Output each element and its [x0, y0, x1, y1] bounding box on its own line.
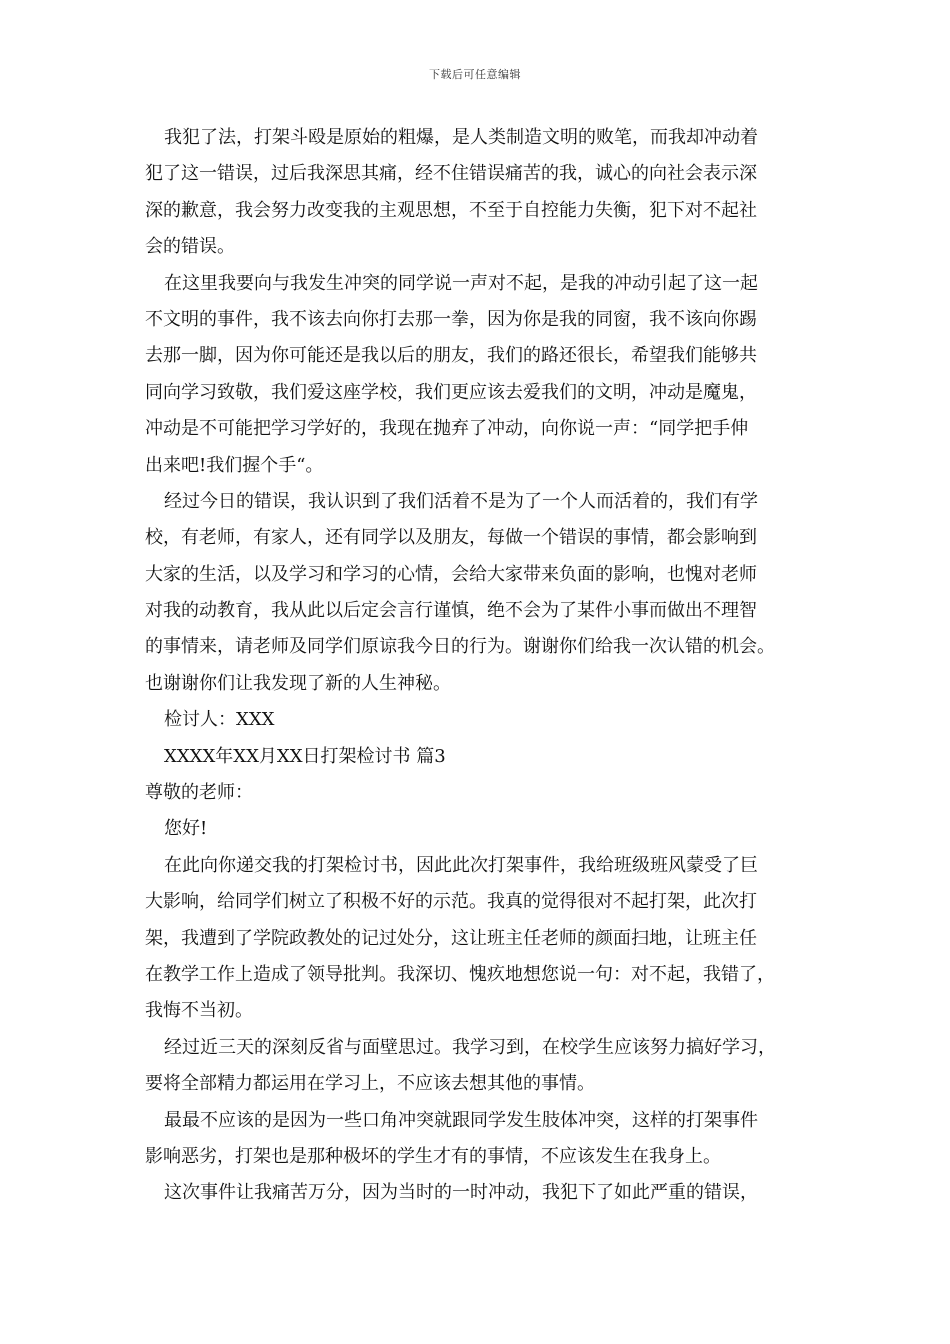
salutation: 尊敬的老师：: [145, 782, 253, 804]
text-line: 这次事件让我痛苦万分，因为当时的一时冲动，我犯下了如此严重的错误，: [164, 1182, 758, 1204]
text-line: 同向学习致敬，我们爱这座学校，我们更应该去爱我们的文明，冲动是魔鬼，: [145, 381, 757, 403]
text-line: 犯了这一错误，过后我深思其痛，经不住错误痛苦的我，诚心的向社会表示深: [145, 163, 757, 185]
text-line: 去那一脚，因为你可能还是我以后的朋友，我们的路还很长，希望我们能够共: [145, 345, 757, 367]
text-line: 在这里我要向与我发生冲突的同学说一声对不起，是我的冲动引起了这一起: [164, 272, 758, 294]
text-line: 经过今日的错误，我认识到了我们活着不是为了一个人而活着的，我们有学: [164, 490, 758, 512]
text-line: 我悔不当初。: [145, 1000, 253, 1022]
text-line: 我犯了法，打架斗殴是原始的粗爆，是人类制造文明的败笔，而我却冲动着: [164, 127, 758, 148]
text-line: 校，有老师，有家人，还有同学以及朋友，每做一个错误的事情，都会影响到: [145, 527, 757, 549]
text-line: 要将全部精力都运用在学习上，不应该去想其他的事情。: [145, 1073, 595, 1095]
document-body: [145, 120, 810, 1212]
text-line: 经过近三天的深刻反省与面壁思过。我学习到，在校学生应该努力搞好学习，: [164, 1036, 776, 1058]
text-line: 在教学工作上造成了领导批判。我深切、愧疚地想您说一句：对不起，我错了，: [145, 963, 775, 985]
text-line: 也谢谢你们让我发现了新的人生神秘。: [145, 672, 451, 694]
signature-line: 检讨人：XXX: [164, 709, 275, 731]
text-line: 架，我遭到了学院政教处的记过处分，这让班主任老师的颜面扫地，让班主任: [145, 927, 757, 949]
text-line: 大家的生活，以及学习和学习的心情，会给大家带来负面的影响，也愧对老师: [145, 563, 757, 585]
text-line: 对我的动教育，我从此以后定会言行谨慎，绝不会为了某件小事而做出不理智: [145, 600, 757, 622]
text-line: 出来吧!我们握个手“。: [145, 454, 324, 476]
text-line: 深的歉意，我会努力改变我的主观思想，不至于自控能力失衡，犯下对不起社: [145, 199, 757, 221]
text-line: 最最不应该的是因为一些口角冲突就跟同学发生肢体冲突，这样的打架事件: [164, 1109, 758, 1131]
text-line: 会的错误。: [145, 236, 235, 258]
text-line: 不文明的事件，我不该去向你打去那一拳，因为你是我的同窗，我不该向你踢: [145, 308, 757, 330]
section-title: XXXX年XX月XX日打架检讨书 篇3: [164, 745, 446, 767]
text-line: 的事情来，请老师及同学们原谅我今日的行为。谢谢你们给我一次认错的机会。: [145, 636, 775, 658]
text-line: 影响恶劣，打架也是那种极坏的学生才有的事情，不应该发生在我身上。: [145, 1145, 721, 1167]
page-header: 下载后可任意编辑: [429, 68, 521, 81]
text-line: 在此向你递交我的打架检讨书，因此此次打架事件，我给班级班风蒙受了巨: [164, 854, 758, 876]
text-line: 冲动是不可能把学习学好的，我现在抛弃了冲动，向你说一声：“同学把手伸: [145, 418, 749, 440]
greeting: 您好!: [164, 818, 208, 840]
text-line: 大影响，给同学们树立了积极不好的示范。我真的觉得很对不起打架，此次打: [145, 891, 757, 913]
